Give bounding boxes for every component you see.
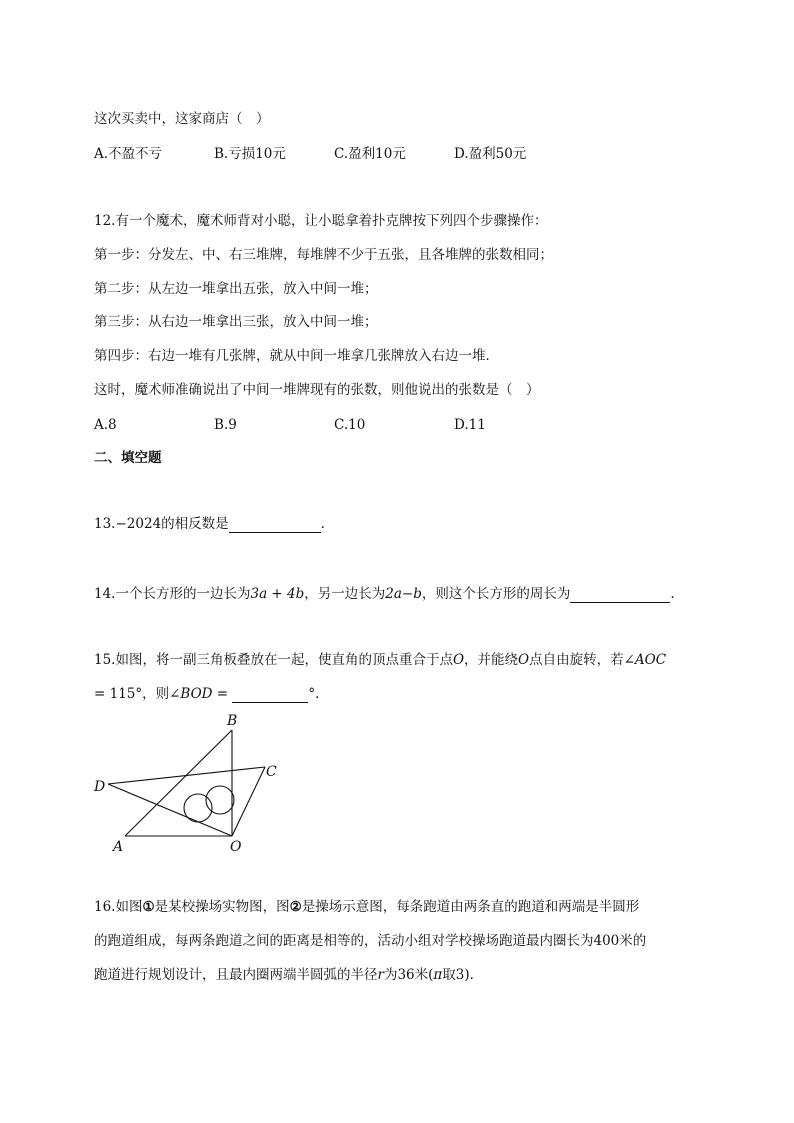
q16-line1-b: 是某校操场实物图，图	[154, 899, 290, 915]
q12-step-4: 第四步：右边一堆有几张牌，就从中间一堆拿几张牌放入右边一堆．	[94, 348, 499, 364]
q16-line-2: 的跑道组成，每两条跑道之间的距离是相等的，活动小组对学校操场跑道最内圈长为400米的	[94, 933, 647, 949]
q14-expr2: 2a−b	[385, 586, 422, 602]
q14-answer-blank[interactable]	[570, 587, 670, 603]
q12-option-a: A.8	[94, 417, 117, 433]
q12-option-b: B.9	[214, 417, 237, 433]
q15-point-o-2: O	[518, 652, 530, 668]
q16-line1-a: 16.如图	[94, 899, 143, 915]
q11-option-b: B.亏损10元	[214, 146, 286, 162]
q16-line3-b: 为36米(	[383, 967, 434, 983]
circled-number-2: ②	[289, 899, 302, 915]
q13-prefix: 13.	[94, 516, 116, 532]
q13	[94, 515, 325, 533]
q16-line-3	[94, 966, 483, 984]
point-label-o: O	[230, 839, 242, 855]
q13-end: .	[320, 516, 325, 532]
q15-figure	[80, 705, 300, 860]
q15-line1-mid2: 点自由旋转，若	[529, 652, 624, 668]
q13-number: −2024	[115, 516, 162, 532]
q15-answer-blank[interactable]	[232, 687, 308, 703]
angle-arc-circle-1	[184, 794, 212, 822]
q15-degree: °	[308, 686, 316, 702]
q15-line2-prefix: = 115°，则	[94, 686, 170, 702]
q15-point-o: O	[452, 652, 465, 668]
q12-step-3: 第三步：从右边一堆拿出三张，放入中间一堆；	[94, 314, 378, 330]
q11-option-d: D.盈利50元	[454, 146, 527, 162]
q15-end: .	[315, 686, 320, 702]
section-heading-fill-in: 二、填空题	[94, 450, 162, 466]
point-label-c: C	[266, 764, 277, 780]
q14-suffix: ，则这个长方形的周长为	[421, 586, 571, 602]
q16-radius-r: r	[377, 967, 384, 983]
q14	[94, 585, 675, 603]
q16-line3-a: 跑道进行规划设计，且最内圈两端半圆弧的半径	[94, 967, 378, 983]
q14-expr1: 3a + 4b	[250, 586, 305, 602]
q14-prefix: 14.一个长方形的一边长为	[94, 586, 251, 602]
q16-line3-c: 取3)．	[442, 967, 484, 983]
segment-c-o	[232, 767, 265, 836]
point-label-b: B	[227, 713, 238, 729]
q15-line-2	[94, 685, 319, 703]
q16-pi: π	[433, 967, 443, 983]
q16-line-1	[94, 898, 639, 916]
point-label-d: D	[94, 779, 106, 795]
q13-answer-blank[interactable]	[229, 517, 321, 533]
q15-line-1	[94, 651, 666, 669]
q16-line1-c: 是操场示意图，每条跑道由两条直的跑道和两端是半圆形	[301, 899, 640, 915]
circled-number-1: ①	[142, 899, 155, 915]
q11-option-c: C.盈利10元	[334, 146, 406, 162]
q12-option-d: D.11	[454, 417, 486, 433]
q12-stem: 12.有一个魔术，魔术师背对小聪，让小聪拿着扑克牌按下列四个步骤操作：	[94, 213, 548, 229]
q12-question: 这时，魔术师准确说出了中间一堆牌现有的张数，则他说出的张数是（ ）	[94, 382, 540, 398]
angle-arc-circle-2	[206, 786, 234, 814]
q11-stem-tail: 这次买卖中，这家商店（ ）	[94, 111, 270, 127]
q11-option-a: A.不盈不亏	[94, 146, 163, 162]
segment-d-c	[108, 767, 265, 784]
q15-angle-aoc: ∠AOC	[623, 652, 667, 668]
q15-line1-mid: ，并能绕	[464, 652, 519, 668]
q15-line2-eq: =	[212, 686, 233, 702]
q15-line1-prefix: 15.如图，将一副三角板叠放在一起，使直角的顶点重合于点	[94, 652, 453, 668]
q14-mid: ，另一边长为	[304, 586, 386, 602]
q12-option-c: C.10	[334, 417, 366, 433]
q12-step-1: 第一步：分发左、中、右三堆牌，每堆牌不少于五张，且各堆牌的张数相同；	[94, 247, 553, 263]
q14-end: .	[670, 586, 675, 602]
q15-angle-bod: ∠BOD	[169, 686, 213, 702]
q12-step-2: 第二步：从左边一堆拿出五张，放入中间一堆；	[94, 281, 378, 297]
point-label-a: A	[113, 839, 124, 855]
segment-a-b	[125, 730, 232, 836]
q13-text: 的相反数是	[161, 516, 229, 532]
